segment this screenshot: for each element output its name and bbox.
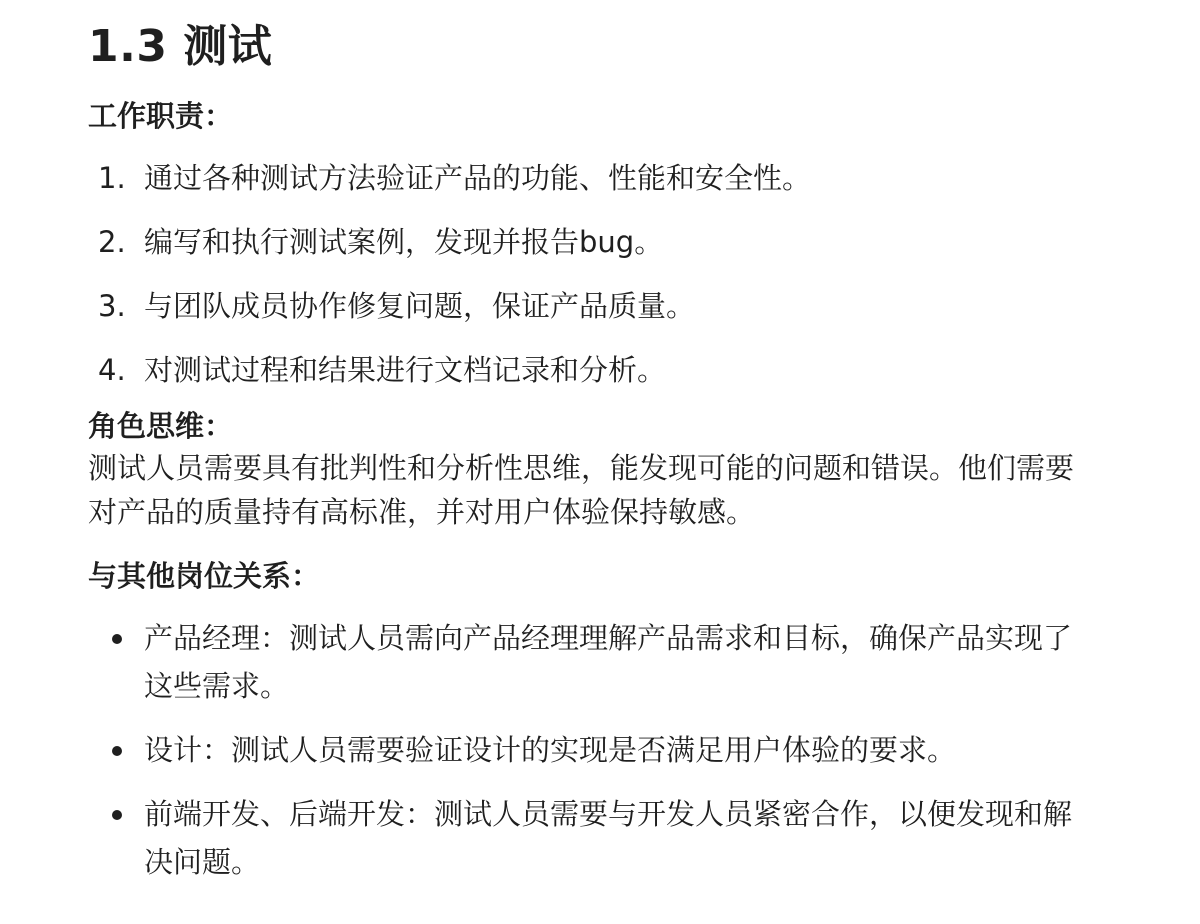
responsibilities-list (88, 158, 1200, 390)
list-item (88, 222, 1200, 262)
list-item-text: 编写和执行测试案例，发现并报告bug。 (144, 225, 664, 259)
relations-label: 与其他岗位关系： (88, 559, 321, 593)
list-item (88, 158, 1200, 198)
bullet-icon (112, 810, 122, 820)
list-item (88, 790, 1084, 886)
list-number: 2. (98, 225, 126, 259)
section-heading: 1.3 测试 (88, 21, 273, 72)
list-item-text: 产品经理：测试人员需向产品经理理解产品需求和目标，确保产品实现了这些需求。 (144, 621, 1073, 703)
list-item (88, 614, 1084, 710)
list-number: 1. (98, 161, 126, 195)
list-item-text: 通过各种测试方法验证产品的功能、性能和安全性。 (144, 161, 812, 195)
list-item-text: 对测试过程和结果进行文档记录和分析。 (144, 353, 667, 387)
list-item-text: 设计：测试人员需要验证设计的实现是否满足用户体验的要求。 (144, 733, 957, 767)
relations-list (88, 614, 1200, 886)
responsibilities-label: 工作职责： (88, 99, 234, 133)
list-item-text: 与团队成员协作修复问题，保证产品质量。 (144, 289, 696, 323)
list-item (88, 350, 1200, 390)
bullet-icon (112, 746, 122, 756)
mindset-label: 角色思维： (88, 409, 234, 443)
bullet-icon (112, 634, 122, 644)
list-item-text: 前端开发、后端开发：测试人员需要与开发人员紧密合作，以便发现和解决问题。 (144, 797, 1073, 879)
mindset-paragraph: 测试人员需要具有批判性和分析性思维，能发现可能的问题和错误。他们需要对产品的质量持有高标准，并对用户体验保持敏感。 (88, 451, 1075, 529)
list-item (88, 726, 1084, 774)
list-item (88, 286, 1200, 326)
list-number: 3. (98, 289, 126, 323)
list-number: 4. (98, 353, 126, 387)
